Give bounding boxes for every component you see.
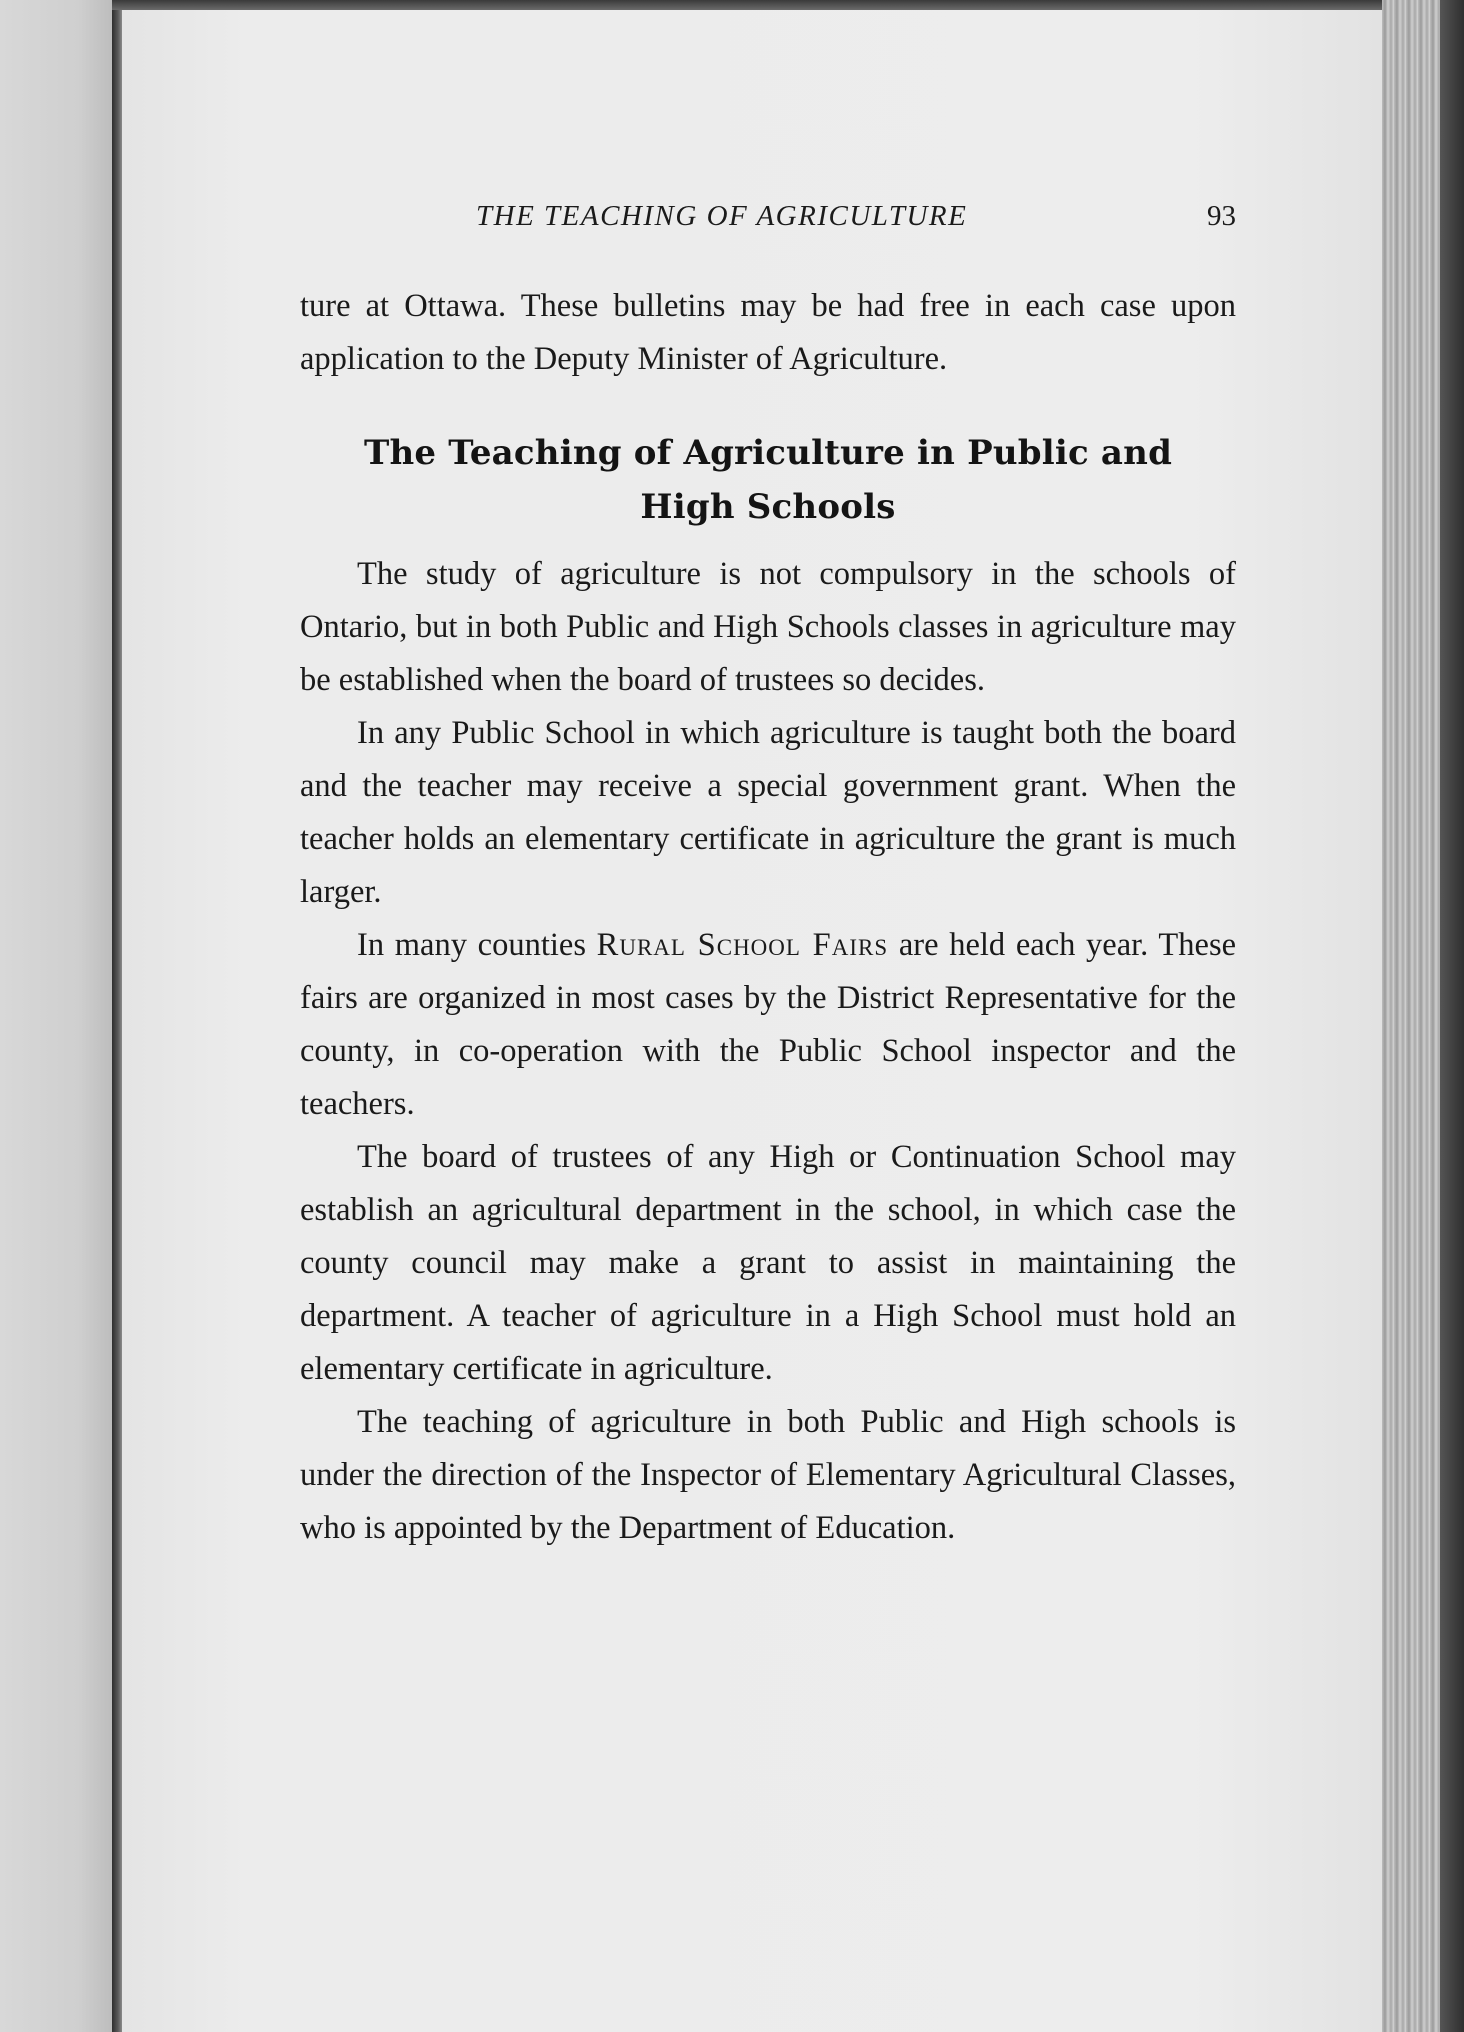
continued-paragraph: ture at Ottawa. These bulletins may be had free in each case upon application to the Deputy Minister of Agriculture. (300, 288, 1236, 377)
section-heading-line-2: High Schools (640, 487, 896, 527)
running-head (300, 200, 1236, 240)
body-text (300, 280, 1236, 1555)
paragraph-inspector: The teaching of agriculture in both Public and High schools is under the direction of the Inspector of Elementary Agricultural Classes, who is appointed by the Department of Education. (300, 1404, 1236, 1546)
school-fairs-text-after: are held each year. These fairs are organized in most cases by the District Representative for the county, in co-operation with the Public School inspector and the teachers. (300, 927, 1237, 1122)
left-gutter (0, 0, 112, 2032)
paragraph-school-fairs (300, 919, 1236, 1131)
school-fairs-smallcaps: Rural School Fairs (596, 927, 889, 963)
paragraph-public-school-grant: In any Public School in which agriculture is taught both the board and the teacher may receive a special government grant. When the teacher holds an elementary certificate in agriculture the grant is much larger. (300, 715, 1236, 910)
section-heading-line-1: The Teaching of Agriculture in Public and (363, 433, 1173, 473)
top-edge (0, 0, 1464, 10)
paragraph-compulsory: The study of agriculture is not compulsory in the schools of Ontario, but in both Public and High Schools classes in agriculture may be established when the board of trustees so decides. (300, 556, 1236, 698)
section-heading (300, 426, 1236, 534)
school-fairs-text-before: In many counties (357, 927, 586, 963)
binding-edge (112, 10, 122, 2032)
page-number: 93 (1207, 200, 1236, 232)
running-title: THE TEACHING OF AGRICULTURE (476, 200, 968, 232)
paragraph-high-school-department: The board of trustees of any High or Continuation School may establish an agricultural department in the school, in which case the county council may make a grant to assist in maintaining the department. A teacher of agriculture in a High School must hold an elementary certificate in agriculture. (300, 1139, 1236, 1387)
book-cover-edge (1440, 0, 1464, 2032)
